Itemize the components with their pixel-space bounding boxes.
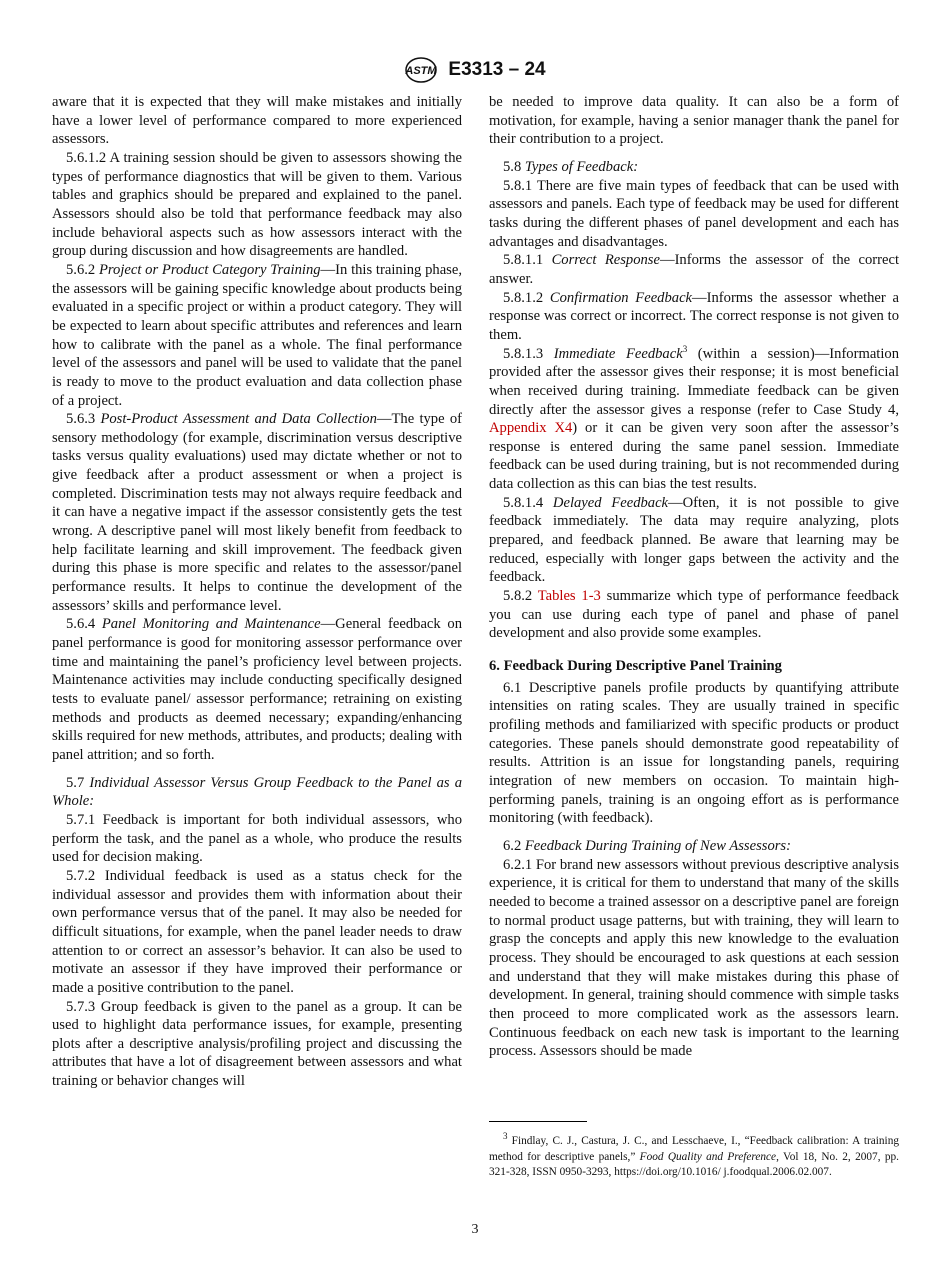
- paragraph: [52, 774, 462, 811]
- paragraph: [52, 261, 462, 410]
- paragraph-text: —Often, it is not possible to give feedback immediately. The data may require analyzing, plots prepared, and feedback planned. Be aware that learning may be reduced, especially with longer gaps between the activity and the feedback.: [489, 494, 900, 586]
- footnote-ref[interactable]: 3: [682, 343, 688, 354]
- paragraph-title: Individual Assessor Versus Group Feedback to the Panel as a Whole:: [52, 774, 463, 810]
- footnote: [489, 1121, 899, 1181]
- paragraph: [489, 289, 899, 345]
- paragraph: [52, 410, 462, 615]
- paragraph: [489, 587, 899, 643]
- page-header: [0, 56, 950, 84]
- paragraph-text: 5.8: [503, 158, 525, 175]
- svg-text:ASTM: ASTM: [405, 65, 437, 77]
- cross-reference-link[interactable]: Appendix X4: [489, 420, 573, 437]
- paragraph-title: Types of Feedback:: [524, 158, 639, 175]
- paragraph-text: 5.7.2 Individual feedback is used as a status check for the individual assessor and provides them with information about their own performance versus that of the panel. It may also be needed for difficult situations, for example, when the panel leader needs to draw attention to or correct an assessor’s behavior. It can also be used to motivate an assessor if they have improved their performance or made a positive contribution to the panel.: [52, 867, 462, 996]
- paragraph-text: —The type of sensory methodology (for example, discrimination versus descriptive tasks versus quality evaluations) used may dictate whether or not to give feedback after a product assessment or when a project is completed. Discrimination tests may not always require feedback and it can have a negative impact if the assessor consistently gets the test wrong. A descriptive panel will most likely benefit from feedback to help facilitate learning and skill improvement. The feedback given during this phase is more specific and relates to the assessor/panel performance results. It helps to continue the development of the assessors’ skills and performance level.: [52, 411, 462, 614]
- paragraph-text: (within a session)—Information provided after the assessor gives their response; it is most beneficial when received during training. Immediate feedback can be given directly after the assessor gives a response (refer to Case Study 4,: [489, 345, 899, 418]
- paragraph: [489, 345, 899, 494]
- paragraph-title: Confirmation Feedback: [549, 289, 693, 306]
- paragraph-text: —In this training phase, the assessors will be gaining specific knowledge about products being evaluated in a specific project or within a product category. They will be expected to learn about specific attributes and references and learn how to calibrate with the panel as a whole. The final performance level of the assessors and panel will be used to validate that the panel is ready to move to the product evaluation and data collection phase of a project.: [52, 261, 462, 409]
- footnote-mark: 3: [503, 1131, 508, 1142]
- paragraph-text: be needed to improve data quality. It can also be a form of motivation, for example, having a senior manager thank the panel for their contribution to a project.: [489, 94, 899, 148]
- paragraph-text: 5.8.2: [503, 588, 538, 605]
- left-column: [52, 93, 462, 1091]
- paragraph: [489, 837, 899, 856]
- paragraph: [489, 856, 899, 1061]
- paragraph: [52, 615, 462, 764]
- paragraph: [489, 177, 899, 252]
- paragraph-text: 5.7: [66, 774, 90, 791]
- paragraph-title: Project or Product Category Training: [98, 261, 321, 278]
- paragraph-text: 5.6.3: [66, 411, 101, 428]
- document-designation: E3313 – 24: [448, 59, 546, 80]
- paragraph-text: 5.8.1.4: [503, 494, 553, 511]
- paragraph: [489, 679, 899, 828]
- paragraph-text: 5.6.2: [66, 261, 99, 278]
- paragraph: [52, 867, 462, 998]
- section-heading: [489, 657, 899, 676]
- paragraph-text: summarize which type of performance feedback you can use during each type of panel and phase of panel development and also provide some examples.: [489, 588, 899, 642]
- paragraph-title: Correct Response: [551, 252, 660, 269]
- paragraph-title: Post-Product Assessment and Data Collection: [100, 411, 377, 428]
- paragraph-text: 5.6.1.2 A training session should be given to assessors showing the types of performance diagnostics that will be given to them. Various tables and graphics should be prepared and explained to the panel. Assessors should also be told that performance feedback may also include behavioral aspects such as how assessors interact with the group during discussion and how disagreements are handled.: [52, 149, 462, 260]
- paragraph-title: Panel Monitoring and Maintenance: [101, 616, 321, 633]
- paragraph-text: ) or it can be given very soon after the assessor’s response is entered during the same panel session. Immediate feedback can be used during training, but is not recommended during data collection as this can bias the test results.: [489, 420, 899, 493]
- footnote-rule: [489, 1121, 587, 1122]
- paragraph-text: 5.8.1 There are five main types of feedback that can be used with assessors and panels. Each type of feedback may be used for different tasks during the different phases of panel development and each has advantages and disadvantages.: [489, 177, 899, 250]
- footnote-text: Findlay, C. J., Castura, J. C., and Lesschaeve, I., “Feedback calibration: A training method for descriptive panels,”: [489, 1135, 899, 1163]
- paragraph-text: 5.7.1 Feedback is important for both individual assessors, who perform the task, and the panel as a whole, who produce the results used for decision making.: [52, 811, 462, 866]
- paragraph-text: 5.8.1.3: [503, 345, 554, 362]
- paragraph: [52, 149, 462, 261]
- paragraph-title: Immediate Feedback: [553, 345, 683, 362]
- paragraph: [52, 998, 462, 1091]
- right-column: [489, 93, 899, 1061]
- paragraph-text: 6. Feedback During Descriptive Panel Training: [489, 658, 782, 675]
- paragraph-text: 5.8.1.1: [503, 252, 552, 269]
- paragraph: [489, 494, 899, 587]
- paragraph-text: 6.1 Descriptive panels profile products by quantifying attribute intensities on rating scales. They are usually trained in specific profiling methods and familiarized with specific products or product categories. These panels should demonstrate good repeatability of results. Attrition is an issue for longstanding panels, requiring integration of new members on occasion. To maintain high-performing panels, training is an ongoing effort as is performance monitoring (with feedback).: [489, 679, 899, 827]
- cross-reference-link[interactable]: Tables 1-3: [537, 588, 601, 605]
- paragraph: [489, 251, 899, 288]
- paragraph-text: —General feedback on panel performance is good for monitoring assessor performance over time and maintaining the panel’s proficiency level between projects. Maintenance activities may include conducting specifically designed tests to evaluate panel/ assessor performance; retraining on existing methods and products as deemed necessary; expanding/enhancing skills required for new methods, attributes, and products; dealing with panel attrition; and so forth.: [52, 616, 462, 763]
- paragraph-text: 6.2.1 For brand new assessors without previous descriptive analysis experience, it is critical for them to understand that many of the skills needed to become a trained assessor on a descriptive panel are foreign to normal product usage patterns, but with training, they will learn to grasp the concepts and apply this new knowledge to the evaluation process. They should be encouraged to ask questions at each session and understand that they will make mistakes during this phase of development. In general, training should commence with simple tasks then proceed to more complicated work as the assessors learn. Continuous feedback on each new task is important to the learning process. Assessors should be made: [489, 856, 899, 1060]
- paragraph: [489, 158, 899, 177]
- paragraph-title: Feedback During Training of New Assessors:: [524, 837, 791, 854]
- paragraph-text: 5.7.3 Group feedback is given to the panel as a group. It can be used to highlight data performance issues, for example, presenting plots after a descriptive analysis/profiling project and discussing the attributes that have a lot of disagreement between assessors and what training or behavior changes will: [52, 998, 462, 1090]
- astm-logo-icon: [404, 56, 438, 84]
- paragraph-text: —Informs the assessor of the correct answer.: [489, 252, 900, 287]
- footnote-journal: Food Quality and Preference: [639, 1150, 777, 1163]
- paragraph-text: 5.6.4: [66, 616, 102, 633]
- paragraph-text: —Informs the assessor whether a response was correct or incorrect. The correct response is not given to them.: [489, 289, 899, 343]
- paragraph: [489, 93, 899, 149]
- paragraph-text: 5.8.1.2: [503, 289, 550, 306]
- paragraph-text: 6.2: [503, 837, 525, 854]
- paragraph: [52, 811, 462, 867]
- paragraph-text: aware that it is expected that they will make mistakes and initially have a lower level of performance compared to more experienced assessors.: [52, 94, 462, 148]
- paragraph: [52, 93, 462, 149]
- page-number: 3: [471, 1222, 479, 1237]
- footnote-text-end: , Vol 18, No. 2, 2007, pp. 321-328, ISSN 0950-3293, https://doi.org/10.1016/ j.foodqual.2006.02.007.: [489, 1150, 899, 1179]
- paragraph-title: Delayed Feedback: [552, 494, 669, 511]
